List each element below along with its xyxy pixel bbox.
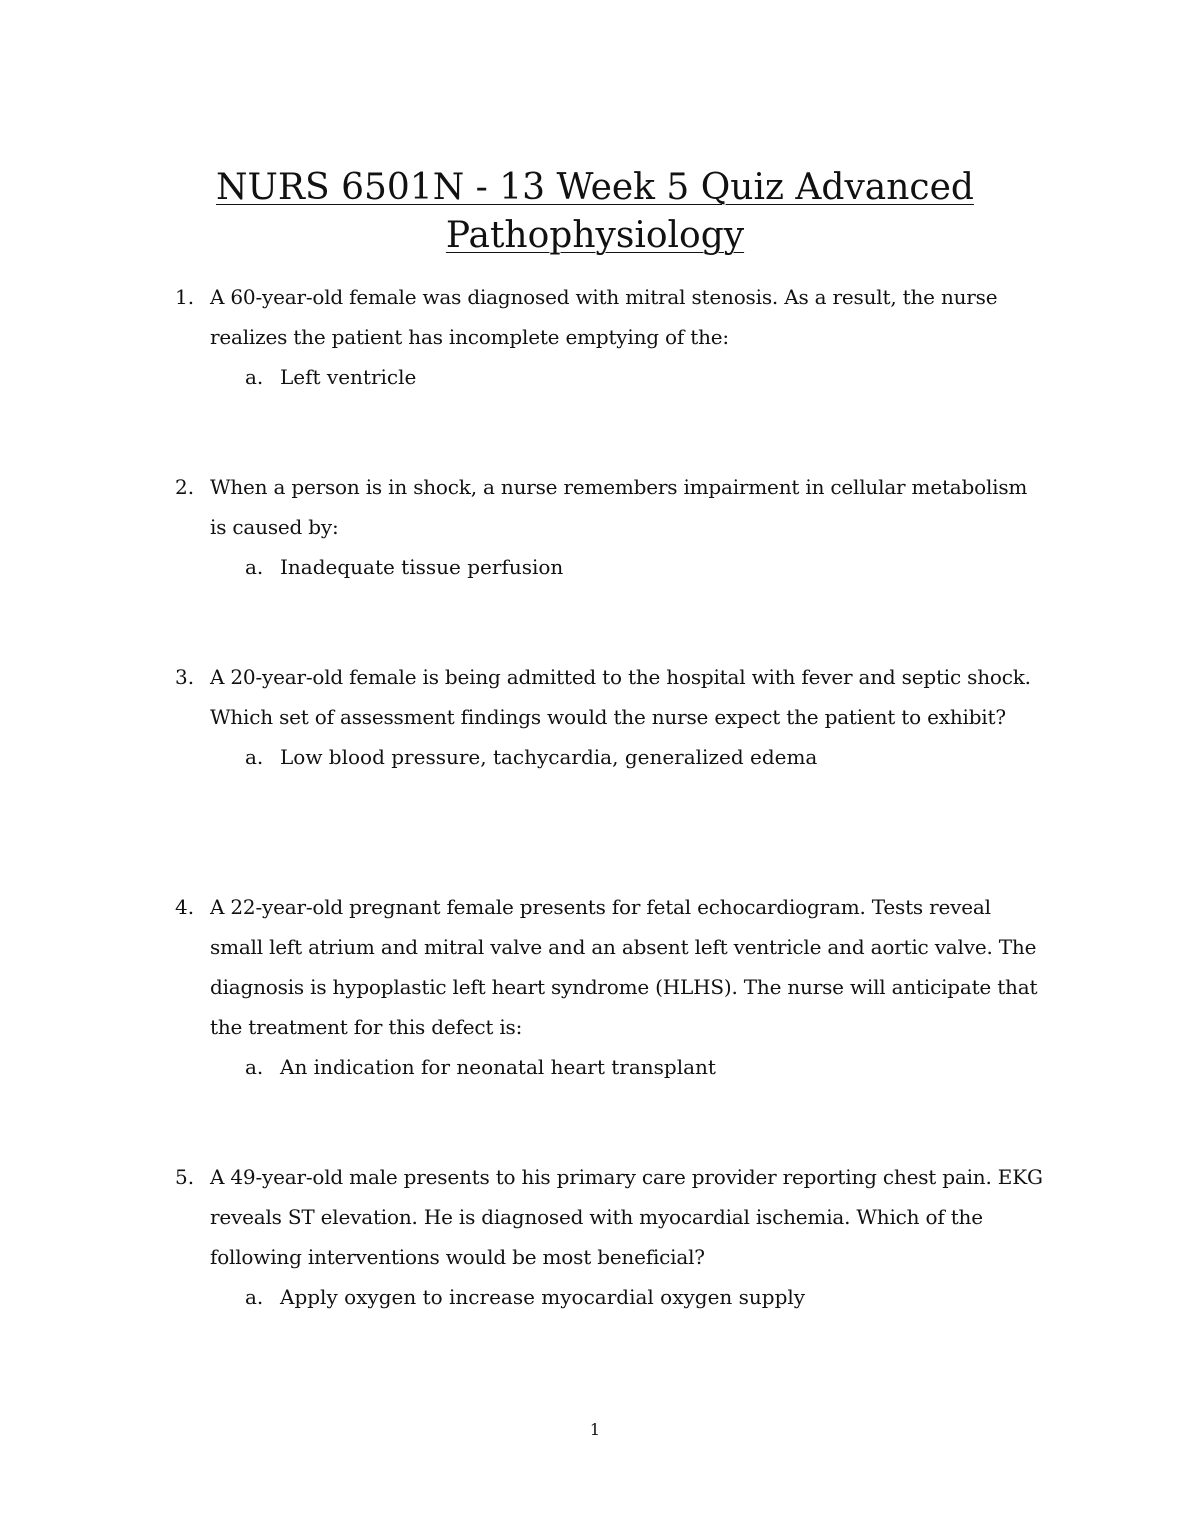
question-number: 4. xyxy=(175,895,195,919)
answer-letter: a. xyxy=(245,1055,264,1079)
document-title-text: NURS 6501N - 13 Week 5 Quiz Advanced Pathophysiology xyxy=(216,167,974,257)
answer-item xyxy=(245,1047,1045,1087)
answer-item xyxy=(245,737,1045,777)
answer-text: An indication for neonatal heart transplant xyxy=(280,1055,716,1079)
answer-letter: a. xyxy=(245,745,264,769)
answer-letter: a. xyxy=(245,365,264,389)
document-title xyxy=(150,164,1040,260)
answer-text: Left ventricle xyxy=(280,365,417,389)
question-number: 3. xyxy=(175,665,195,689)
question-item xyxy=(175,657,1045,777)
question-item xyxy=(175,467,1045,587)
answer-item xyxy=(245,547,1045,587)
page-number: 1 xyxy=(589,1420,601,1439)
question-item xyxy=(175,887,1045,1087)
question-number: 1. xyxy=(175,285,195,309)
question-text: A 49-year-old male presents to his primary care provider reporting chest pain. EKG reveals ST elevation. He is diagnosed with myocardial ischemia. Which of the following interventions would be most beneficial? xyxy=(210,1165,1043,1269)
question-text: A 60-year-old female was diagnosed with mitral stenosis. As a result, the nurse realizes the patient has incomplete emptying of the: xyxy=(210,285,998,349)
answer-text: Inadequate tissue perfusion xyxy=(280,555,564,579)
question-text: A 20-year-old female is being admitted to the hospital with fever and septic shock. Which set of assessment findings would the nurse expect the patient to exhibit? xyxy=(210,665,1031,729)
answer-letter: a. xyxy=(245,1285,264,1309)
answer-text: Low blood pressure, tachycardia, generalized edema xyxy=(280,745,818,769)
question-item xyxy=(175,1157,1045,1317)
question-text: A 22-year-old pregnant female presents for fetal echocardiogram. Tests reveal small left atrium and mitral valve and an absent left ventricle and aortic valve. The diagnosis is hypoplastic left heart syndrome (HLHS). The nurse will anticipate that the treatment for this defect is: xyxy=(210,895,1038,1039)
answer-text: Apply oxygen to increase myocardial oxygen supply xyxy=(280,1285,806,1309)
answer-letter: a. xyxy=(245,555,264,579)
answer-item xyxy=(245,357,1045,397)
question-item xyxy=(175,277,1045,397)
answer-item xyxy=(245,1277,1045,1317)
question-number: 2. xyxy=(175,475,195,499)
question-text: When a person is in shock, a nurse remembers impairment in cellular metabolism is caused by: xyxy=(210,475,1028,539)
question-number: 5. xyxy=(175,1165,195,1189)
